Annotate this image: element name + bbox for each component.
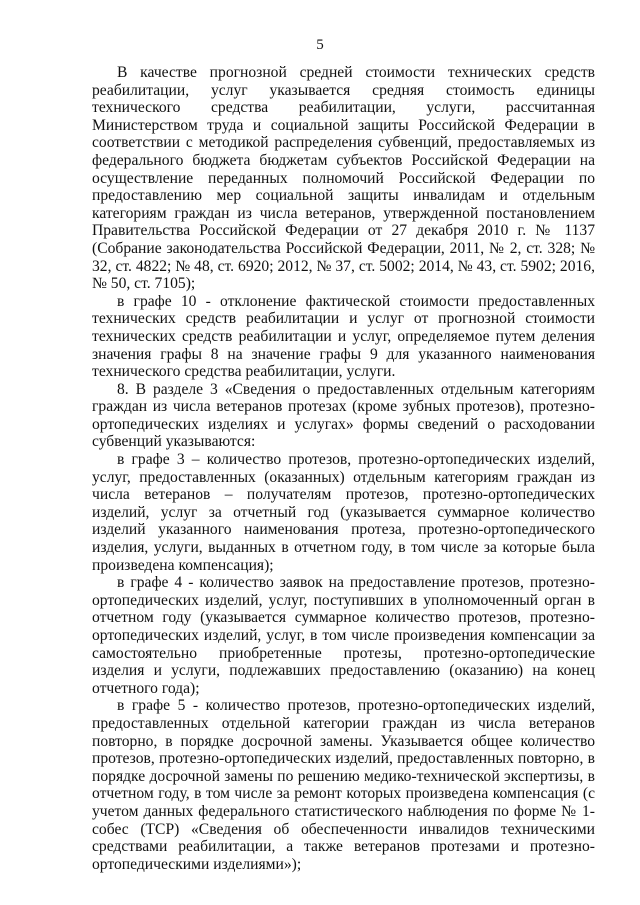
paragraph-section-3-intro: 8. В разделе 3 «Сведения о предоставленных отдельным категориям граждан из числа ветеранов протезах (кроме зубных протезов), протезно-ортопедических изделиях и услугах» формы сведений о расходовании субвенций указываются:	[92, 380, 595, 451]
page-number: 5	[316, 37, 324, 53]
paragraph-column-3: в графе 3 – количество протезов, протезно-ортопедических изделий, услуг, предоставленных (оказанных) отдельным категориям граждан из числа ветеранов – получателям протезов, протезно-ортопедических изделий, услуг за отчетный год (указывается суммарное количество изделий указанного наименования протеза, протезно-ортопедического изделия, услуги, выданных в отчетном году, в том числе за которые была произведена компенсация);	[92, 451, 595, 574]
paragraph-column-4: в графе 4 - количество заявок на предоставление протезов, протезно-ортопедических изделий, услуг, поступивших в уполномоченный орган в отчетном году (указывается суммарное количество протезов, протезно-ортопедических изделий, услуг, в том числе произведения компенсации за самостоятельно приобретенные протезы, протезно-ортопедические изделия и услуги, подлежавших предоставлению (оказанию) на конец отчетного года);	[92, 574, 595, 697]
paragraph-column-5: в графе 5 - количество протезов, протезно-ортопедических изделий, предоставленных отдельной категории граждан из числа ветеранов повторно, в порядке досрочной замены. Указывается общее количество протезов, протезно-ортопедических изделий, предоставленных повторно, в порядке досрочной замены по решению медико-технической экспертизы, в отчетном году, в том числе за ремонт которых произведена компенсация (с учетом данных федерального статистического наблюдения по форме № 1-собес (ТСР) «Сведения об обеспеченности инвалидов техническими средствами реабилитации, а также ветеранов протезами и протезно-ортопедическими изделиями»);	[92, 697, 595, 873]
document-body	[92, 64, 595, 873]
paragraph-forecast-average-cost: В качестве прогнозной средней стоимости технических средств реабилитации, услуг указывается средняя стоимость единицы технического средства реабилитации, услуги, рассчитанная Министерством труда и социальной защиты Российской Федерации в соответствии с методикой распределения субвенций, предоставляемых из федерального бюджета бюджетам субъектов Российской Федерации на осуществление переданных полномочий Российской Федерации по предоставлению мер социальной защиты инвалидам и отдельным категориям граждан из числа ветеранов, утвержденной постановлением Правительства Российской Федерации от 27 декабря 2010 г. № 1137 (Собрание законодательства Российской Федерации, 2011, № 2, ст. 328; № 32, ст. 4822; № 48, ст. 6920; 2012, № 37, ст. 5002; 2014, № 43, ст. 5902; 2016, № 50, ст. 7105);	[92, 64, 595, 293]
paragraph-column-10: в графе 10 - отклонение фактической стоимости предоставленных технических средств реабилитации и услуг от прогнозной стоимости технических средств реабилитации и услуг, определяемое путем деления значения графы 8 на значение графы 9 для указанного наименования технического средства реабилитации, услуги.	[92, 292, 595, 381]
